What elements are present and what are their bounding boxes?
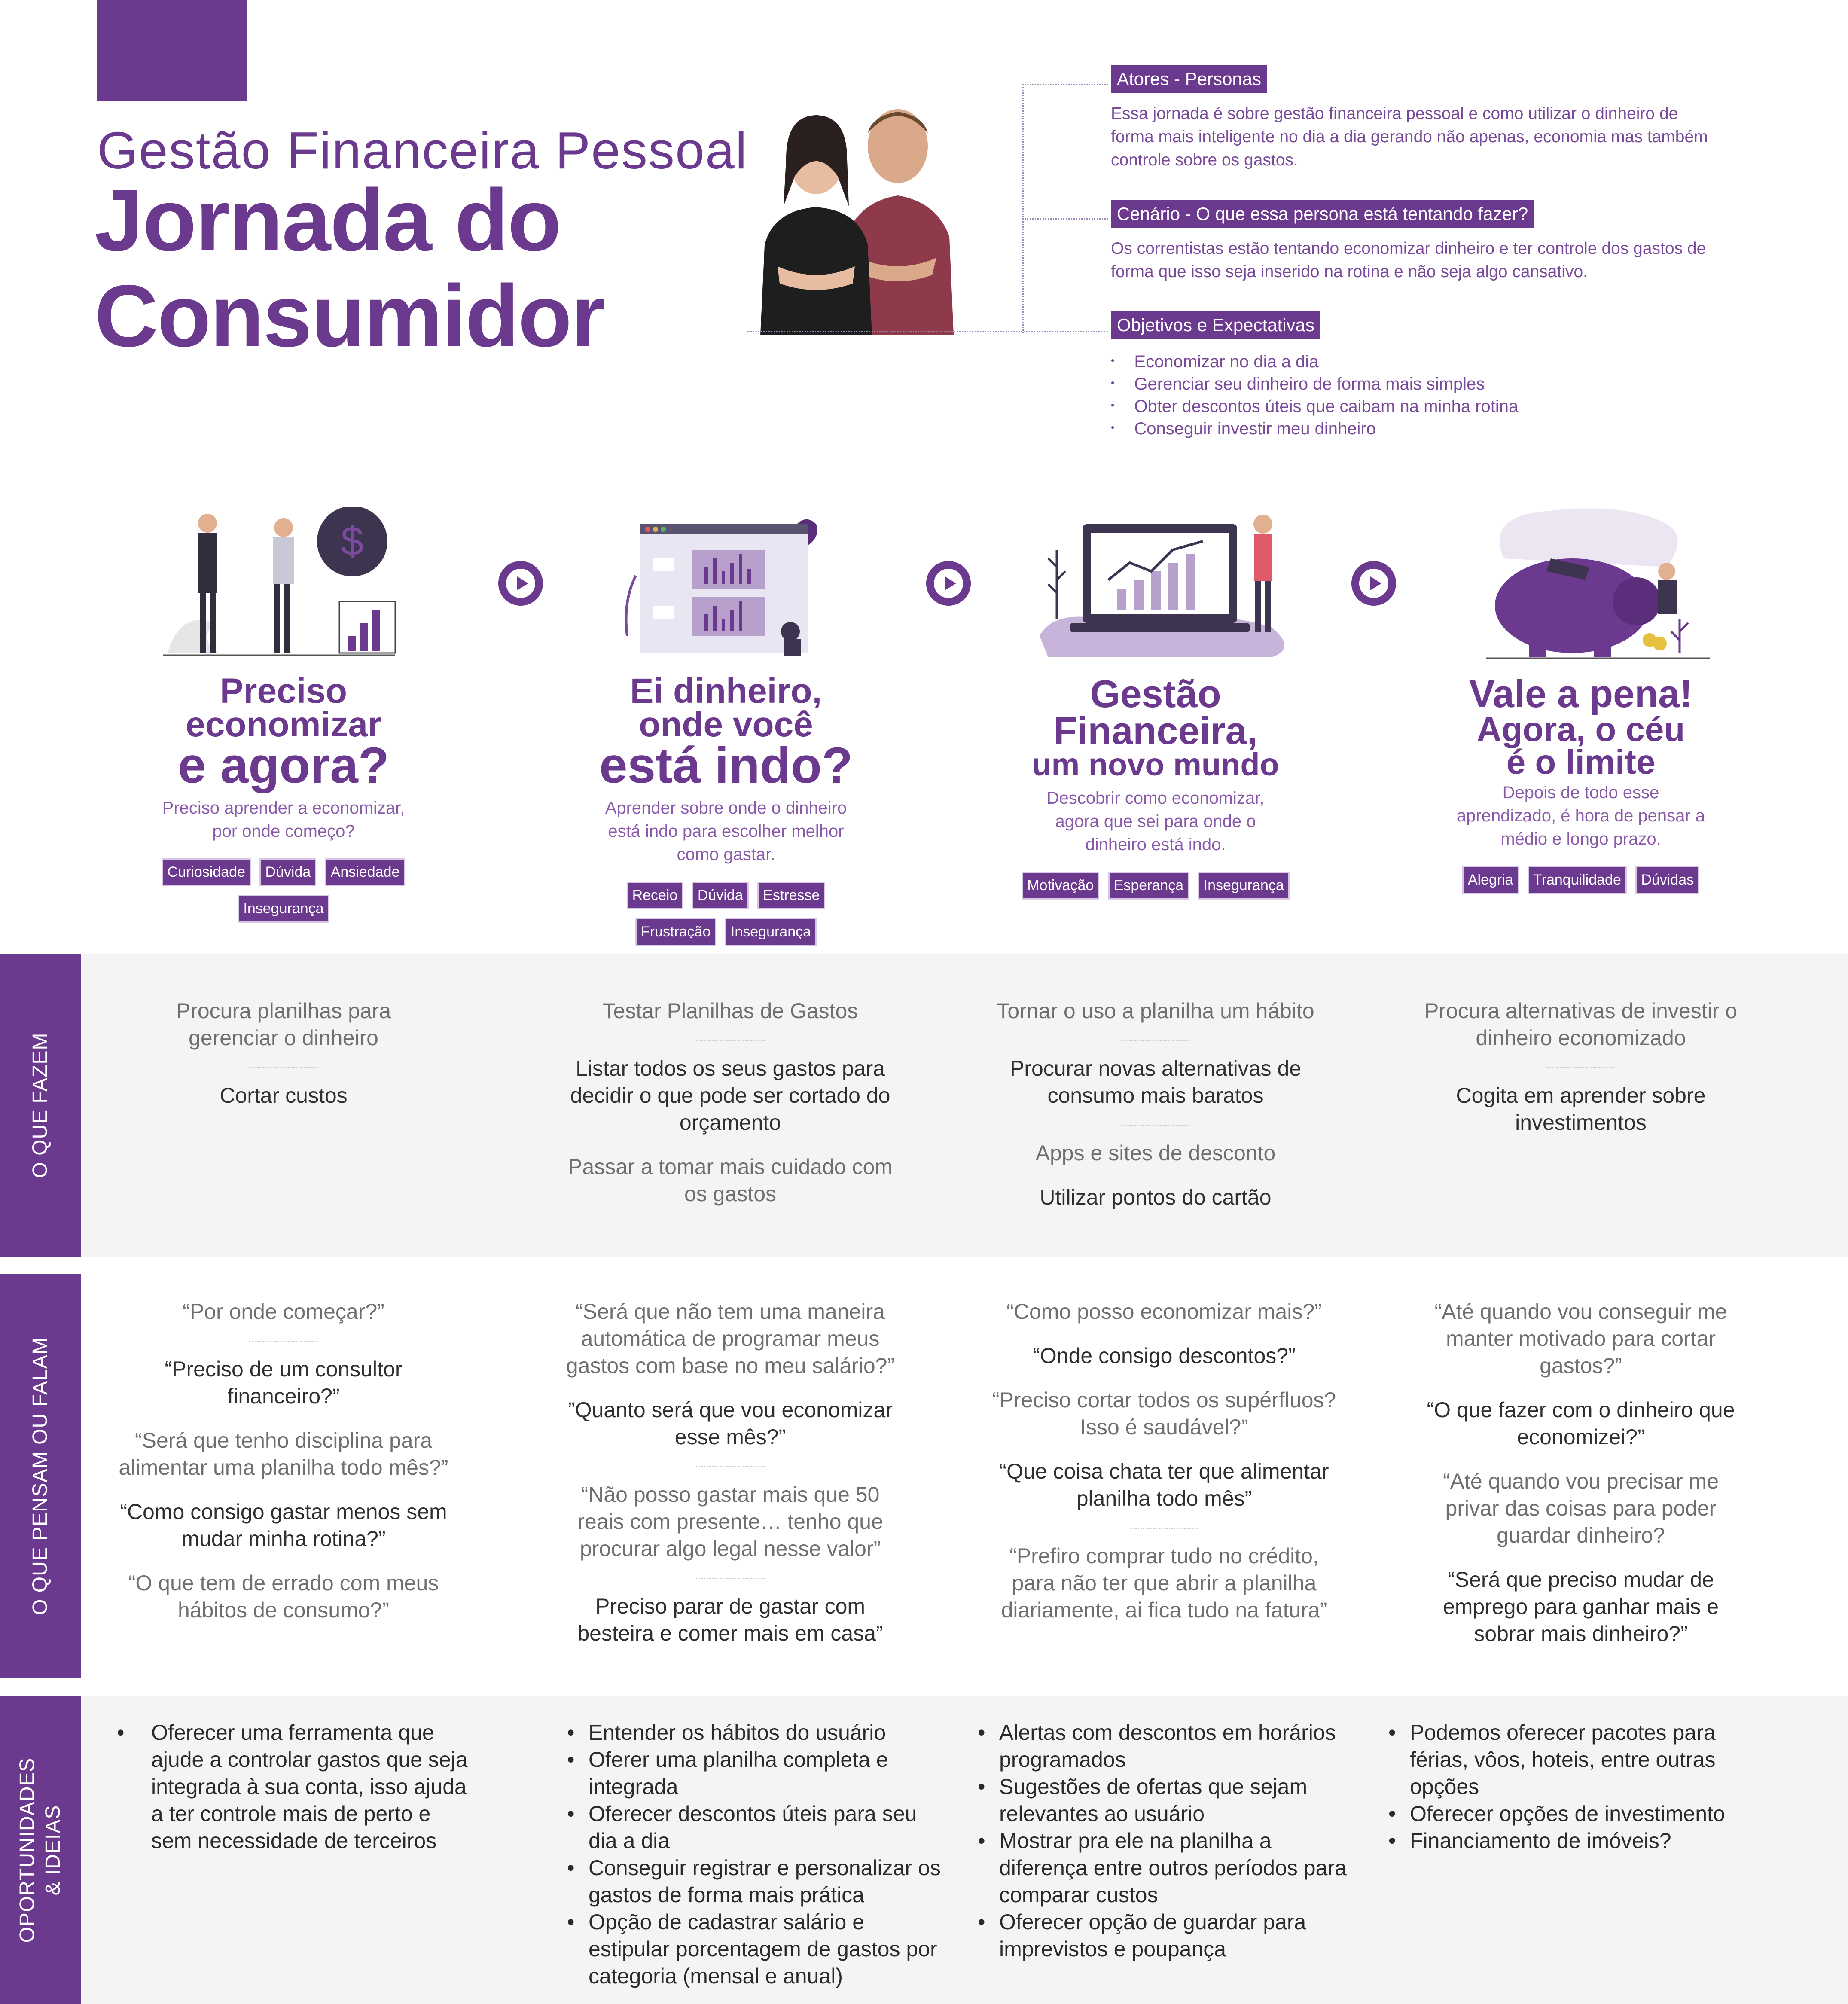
thinking-label: O QUE PENSAM OU FALAM <box>0 1274 81 1678</box>
objective-item: • Conseguir investir meu dinheiro <box>1111 419 1712 441</box>
persona-connector-line <box>1022 84 1024 333</box>
persona-photo <box>730 95 988 335</box>
ideas-column-1 <box>117 1719 473 1855</box>
thinking-item: “Prefiro comprar tudo no crédito, para não ter que abrir a planilha diariamente, ai fica tudo na fatura” <box>1001 1544 1327 1622</box>
doing-column-1 <box>137 997 430 1109</box>
dollar-coin-icon: $ <box>341 518 364 564</box>
emotion-chips <box>1435 862 1727 898</box>
doing-item: Apps e sites de desconto <box>1035 1141 1276 1165</box>
page-subtitle: Gestão Financeira Pessoal <box>97 121 748 180</box>
connector-tick <box>1022 84 1108 85</box>
ideas-column-3 <box>978 1719 1356 1963</box>
stage-description: Descobrir como economizar, agora que sei para onde o dinheiro está indo. <box>1046 789 1265 854</box>
stage-1 <box>142 671 425 927</box>
idea-item: • Financiamento de imóveis? <box>1388 1827 1766 1855</box>
dotted-separator <box>696 1040 765 1041</box>
emotion-chip: Ansiedade <box>325 858 406 886</box>
emotion-chips <box>1005 867 1306 904</box>
idea-item: • Podemos oferecer pacotes para férias, vôos, hoteis, entre outras opções <box>1388 1719 1766 1800</box>
emotion-chip: Dúvida <box>259 858 316 886</box>
thinking-item: “Será que tenho disciplina para alimentar uma planilha todo mês?” <box>119 1428 448 1479</box>
thinking-item: “Será que não tem uma maneira automática de programar meus gastos com base no meu salário?” <box>566 1299 895 1378</box>
emotion-chip: Dúvidas <box>1635 866 1699 894</box>
thinking-item: “Não posso gastar mais que 50 reais com presente… tenho que procurar algo legal nesse valor” <box>577 1482 883 1561</box>
ideas-column-2 <box>567 1719 945 1990</box>
play-arrow-icon <box>1351 561 1396 606</box>
piggy-bank-icon <box>1495 558 1661 657</box>
corner-accent-block <box>97 0 247 101</box>
doing-item: Procura planilhas para gerenciar o dinheiro <box>176 999 391 1050</box>
objective-item: • Gerenciar seu dinheiro de forma mais simples <box>1111 374 1712 397</box>
emotion-chip: Insegurança <box>238 895 329 923</box>
page-title <box>95 171 605 365</box>
doing-column-3 <box>984 997 1327 1211</box>
title-line-1: Jornada do <box>95 171 561 269</box>
dotted-separator <box>696 1578 765 1579</box>
doing-label: O QUE FAZEM <box>0 954 81 1257</box>
stage-description: Depois de todo esse aprendizado, é hora de pensar a médio e longo prazo. <box>1456 783 1705 848</box>
emotion-chip: Frustração <box>635 918 717 946</box>
stage-2 <box>576 671 876 950</box>
idea-item: • Entender os hábitos do usuário <box>567 1719 945 1746</box>
thinking-item: “O que tem de errado com meus hábitos de consumo?” <box>128 1571 439 1622</box>
scenario-label: Cenário - O que essa persona está tentando fazer? <box>1111 200 1534 228</box>
doing-item: Utilizar pontos do cartão <box>1040 1185 1272 1209</box>
scenario-text: Os correntistas estão tentando economizar dinheiro e ter controle dos gastos de forma que isso seja inserido na rotina e não seja algo cansativo. <box>1111 239 1706 281</box>
emotion-chips <box>142 854 425 927</box>
stage-description: Preciso aprender a economizar, por onde começo? <box>162 798 405 841</box>
thinking-item: “Como posso economizar mais?” <box>1006 1299 1322 1324</box>
doing-item: Cortar custos <box>220 1083 348 1107</box>
ideas-label: OPORTUNIDADES & IDEIAS <box>0 1696 81 2004</box>
thinking-item: “O que fazer com o dinheiro que economizei?” <box>1427 1398 1735 1449</box>
thinking-item: “Onde consigo descontos?” <box>1033 1344 1296 1368</box>
idea-item: • Alertas com descontos em horários programados <box>978 1719 1356 1773</box>
idea-item: • Opção de cadastrar salário e estipular porcentagem de gastos por categoria (mensal e anual) <box>567 1909 945 1990</box>
doing-item: Procurar novas alternativas de consumo mais baratos <box>1009 1056 1302 1107</box>
doing-item: Cogita em aprender sobre investimentos <box>1456 1083 1706 1135</box>
stage-title: Preciso economizar e agora? <box>178 671 389 794</box>
thinking-column-2 <box>563 1298 898 1647</box>
thinking-item: “Preciso cortar todos os supérfluos? Isso é saudável?” <box>992 1388 1336 1439</box>
thinking-item: “Por onde começar?” <box>183 1299 384 1324</box>
emotion-chip: Estresse <box>757 882 825 909</box>
play-arrow-icon <box>926 561 971 606</box>
doing-item: Testar Planilhas de Gastos <box>602 999 858 1023</box>
thinking-item: “Que coisa chata ter que alimentar planilha todo mês” <box>999 1459 1329 1510</box>
ideas-column-4 <box>1388 1719 1766 1855</box>
actors-label: Atores - Personas <box>1111 65 1267 93</box>
play-arrow-icon <box>498 561 543 606</box>
thinking-column-4 <box>1422 1298 1740 1647</box>
thinking-item: Preciso parar de gastar com besteira e comer mais em casa” <box>577 1594 883 1645</box>
doing-item: Passar a tomar mais cuidado com os gastos <box>568 1155 893 1206</box>
idea-item: • Oferecer uma ferramenta que ajude a controlar gastos que seja integrada à sua conta, isso ajuda a ter controle mais de perto e sem necessidade de terceiros <box>117 1719 473 1855</box>
idea-item: • Oferecer opções de investimento <box>1388 1800 1766 1827</box>
thinking-item: “Preciso de um consultor financeiro?” <box>165 1357 403 1408</box>
dotted-separator <box>1546 1067 1615 1068</box>
bar-chart-icon <box>339 601 395 653</box>
stage-description: Aprender sobre onde o dinheiro está indo para escolher melhor como gastar. <box>605 798 847 864</box>
emotion-chip: Esperança <box>1108 872 1189 900</box>
stage-title: Vale a pena! Agora, o céu é o limite <box>1469 673 1693 781</box>
stage-4-illustration <box>1478 507 1718 662</box>
dotted-separator <box>1130 1528 1198 1529</box>
stage-title: Gestão Financeira, um novo mundo <box>1032 673 1279 782</box>
thinking-column-1 <box>107 1298 460 1624</box>
dotted-separator <box>1121 1040 1190 1041</box>
emotion-chip: Insegurança <box>725 918 817 946</box>
emotion-chips <box>576 877 876 950</box>
emotion-chip: Insegurança <box>1198 872 1290 900</box>
doing-column-4 <box>1418 997 1744 1136</box>
thinking-item: “Até quando vou precisar me privar das coisas para poder guardar dinheiro? <box>1442 1469 1719 1547</box>
objectives-block <box>1111 311 1712 441</box>
objectives-label: Objetivos e Expectativas <box>1111 311 1320 339</box>
connector-tick <box>1022 218 1108 220</box>
stage-3-illustration <box>1031 507 1306 662</box>
thinking-item: ”Quanto será que vou economizar esse mês?” <box>568 1398 893 1449</box>
emotion-chip: Motivação <box>1022 872 1099 900</box>
idea-item: • Oferer uma planilha completa e integrada <box>567 1746 945 1800</box>
emotion-chip: Alegria <box>1462 866 1519 894</box>
scenario-block <box>1111 200 1712 284</box>
doing-column-2 <box>558 997 902 1208</box>
stage-1-illustration <box>163 507 404 662</box>
stage-title: Ei dinheiro, onde você está indo? <box>599 671 853 794</box>
objectives-list <box>1111 352 1712 441</box>
connector-tick <box>747 331 1108 332</box>
idea-item: • Oferecer descontos úteis para seu dia a dia <box>567 1800 945 1855</box>
thinking-item: “Até quando vou conseguir me manter motivado para cortar gastos?” <box>1434 1299 1727 1378</box>
thinking-item: “Será que preciso mudar de emprego para ganhar mais e sobrar mais dinheiro?” <box>1442 1568 1719 1646</box>
thinking-column-3 <box>988 1298 1340 1624</box>
emotion-chip: Tranquilidade <box>1528 866 1627 894</box>
dotted-separator <box>249 1067 318 1068</box>
objective-item: • Obter descontos úteis que caibam na minha rotina <box>1111 397 1712 419</box>
idea-item: • Conseguir registrar e personalizar os gastos de forma mais prática <box>567 1855 945 1909</box>
objective-item: • Economizar no dia a dia <box>1111 352 1712 374</box>
emotion-chip: Curiosidade <box>162 858 251 886</box>
title-line-2: Consumidor <box>95 267 605 365</box>
stage-2-illustration <box>619 507 833 662</box>
actors-block <box>1111 65 1712 172</box>
emotion-chip: Dúvida <box>692 882 749 909</box>
dotted-separator <box>1121 1125 1190 1126</box>
idea-item: • Sugestões de ofertas que sejam relevantes ao usuário <box>978 1773 1356 1827</box>
stage-3 <box>1005 673 1306 904</box>
actors-text: Essa jornada é sobre gestão financeira pessoal e como utilizar o dinheiro de forma mais inteligente no dia a dia gerando não apenas, economia mas também controle sobre os gastos. <box>1111 104 1708 169</box>
idea-item: • Mostrar pra ele na planilha a diferença entre outros períodos para comparar custos <box>978 1827 1356 1909</box>
thinking-item: “Como consigo gastar menos sem mudar minha rotina?” <box>120 1500 447 1551</box>
doing-item: Tornar o uso a planilha um hábito <box>997 999 1314 1023</box>
stage-4 <box>1435 673 1727 898</box>
doing-item: Procura alternativas de investir o dinheiro economizado <box>1424 999 1738 1050</box>
dotted-separator <box>696 1466 765 1467</box>
idea-item: • Oferecer opção de guardar para imprevistos e poupança <box>978 1909 1356 1963</box>
dotted-separator <box>249 1341 318 1342</box>
doing-item: Listar todos os seus gastos para decidir o que pode ser cortado do orçamento <box>570 1056 890 1135</box>
emotion-chip: Receio <box>627 882 683 909</box>
